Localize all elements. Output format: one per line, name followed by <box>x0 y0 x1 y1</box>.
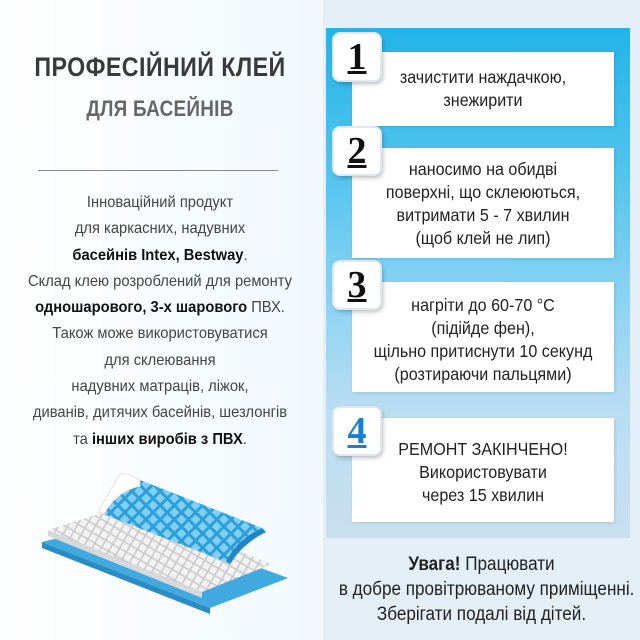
warning-line: Зберігати подалі від дітей. <box>376 604 587 625</box>
page-title: ПРОФЕСІЙНИЙ КЛЕЙ <box>34 52 286 82</box>
step-line: Використовувати <box>419 462 547 482</box>
warning-label: Увага! <box>408 554 461 575</box>
step-number: 4 <box>347 410 367 452</box>
description-line: для склеювання <box>104 351 216 369</box>
description-line: диванів, дитячих басейнів, шезлонгів <box>32 404 288 422</box>
step-line: через 15 хвилин <box>421 485 545 505</box>
step-line: поверхні, що склеюються, <box>385 182 581 202</box>
description-punct: . <box>243 246 248 264</box>
step-card-2 <box>352 148 614 258</box>
step-number-badge-2 <box>334 128 380 174</box>
description-tail: ПВХ. <box>247 299 285 317</box>
step-number: 3 <box>347 264 367 306</box>
page-subtitle: ДЛЯ БАСЕЙНІВ <box>86 96 234 121</box>
step-text-3 <box>352 294 614 386</box>
step-line: наносимо на обидві <box>408 159 558 179</box>
step-card-3 <box>352 282 614 392</box>
description-bold: басейнів Intex, Bestway <box>72 246 244 264</box>
step-number-badge-1 <box>334 34 380 80</box>
divider <box>38 170 278 171</box>
description-line: надувних матраців, ліжок, <box>71 378 249 396</box>
description-line: для каркасних, надувних <box>74 220 246 238</box>
step-line: (щоб клей не лип) <box>415 228 551 248</box>
description-line <box>13 243 307 269</box>
description-line: Також може використовуватися <box>52 325 268 343</box>
description-line: Склад клею розроблений для ремонту <box>27 272 293 290</box>
step-line: (розтираючи пальцями) <box>394 364 572 384</box>
description-punct: . <box>242 430 247 448</box>
warning-line: в добре провітрюваному приміщенні. <box>338 579 635 600</box>
step-line: зачистити наждачкою, <box>399 67 567 87</box>
description-line <box>13 295 307 321</box>
step-number-badge-3 <box>334 262 380 308</box>
description-bold: інших виробів з ПВХ <box>91 430 243 448</box>
step-line: витримати 5 - 7 хвилин <box>396 205 570 225</box>
warning-text: Працювати <box>460 554 555 575</box>
pvc-membrane-illustration <box>40 470 290 620</box>
step-number: 1 <box>347 36 367 78</box>
step-line: щільно притиснути 10 секунд <box>373 341 593 361</box>
step-card-1 <box>352 52 614 126</box>
step-line: РЕМОНТ ЗАКІНЧЕНО! <box>398 439 568 459</box>
step-text-4 <box>352 438 614 507</box>
step-line: нагріти до 60-70 °С <box>411 295 555 315</box>
product-description <box>0 190 320 453</box>
step-line: знежирити <box>443 90 523 110</box>
description-head: та <box>73 430 92 448</box>
step-text-1 <box>352 66 614 112</box>
description-bold: одношарового, 3-х шарового <box>35 299 248 317</box>
safety-warning <box>323 552 640 627</box>
step-text-2 <box>352 158 614 250</box>
description-line: Інноваційний продукт <box>86 194 234 211</box>
description-line <box>13 427 307 453</box>
warning-line <box>339 552 624 577</box>
step-line: (підійде фен), <box>431 318 535 338</box>
step-number-badge-4 <box>334 408 380 454</box>
step-number: 2 <box>347 130 367 172</box>
step-card-4 <box>352 418 614 522</box>
